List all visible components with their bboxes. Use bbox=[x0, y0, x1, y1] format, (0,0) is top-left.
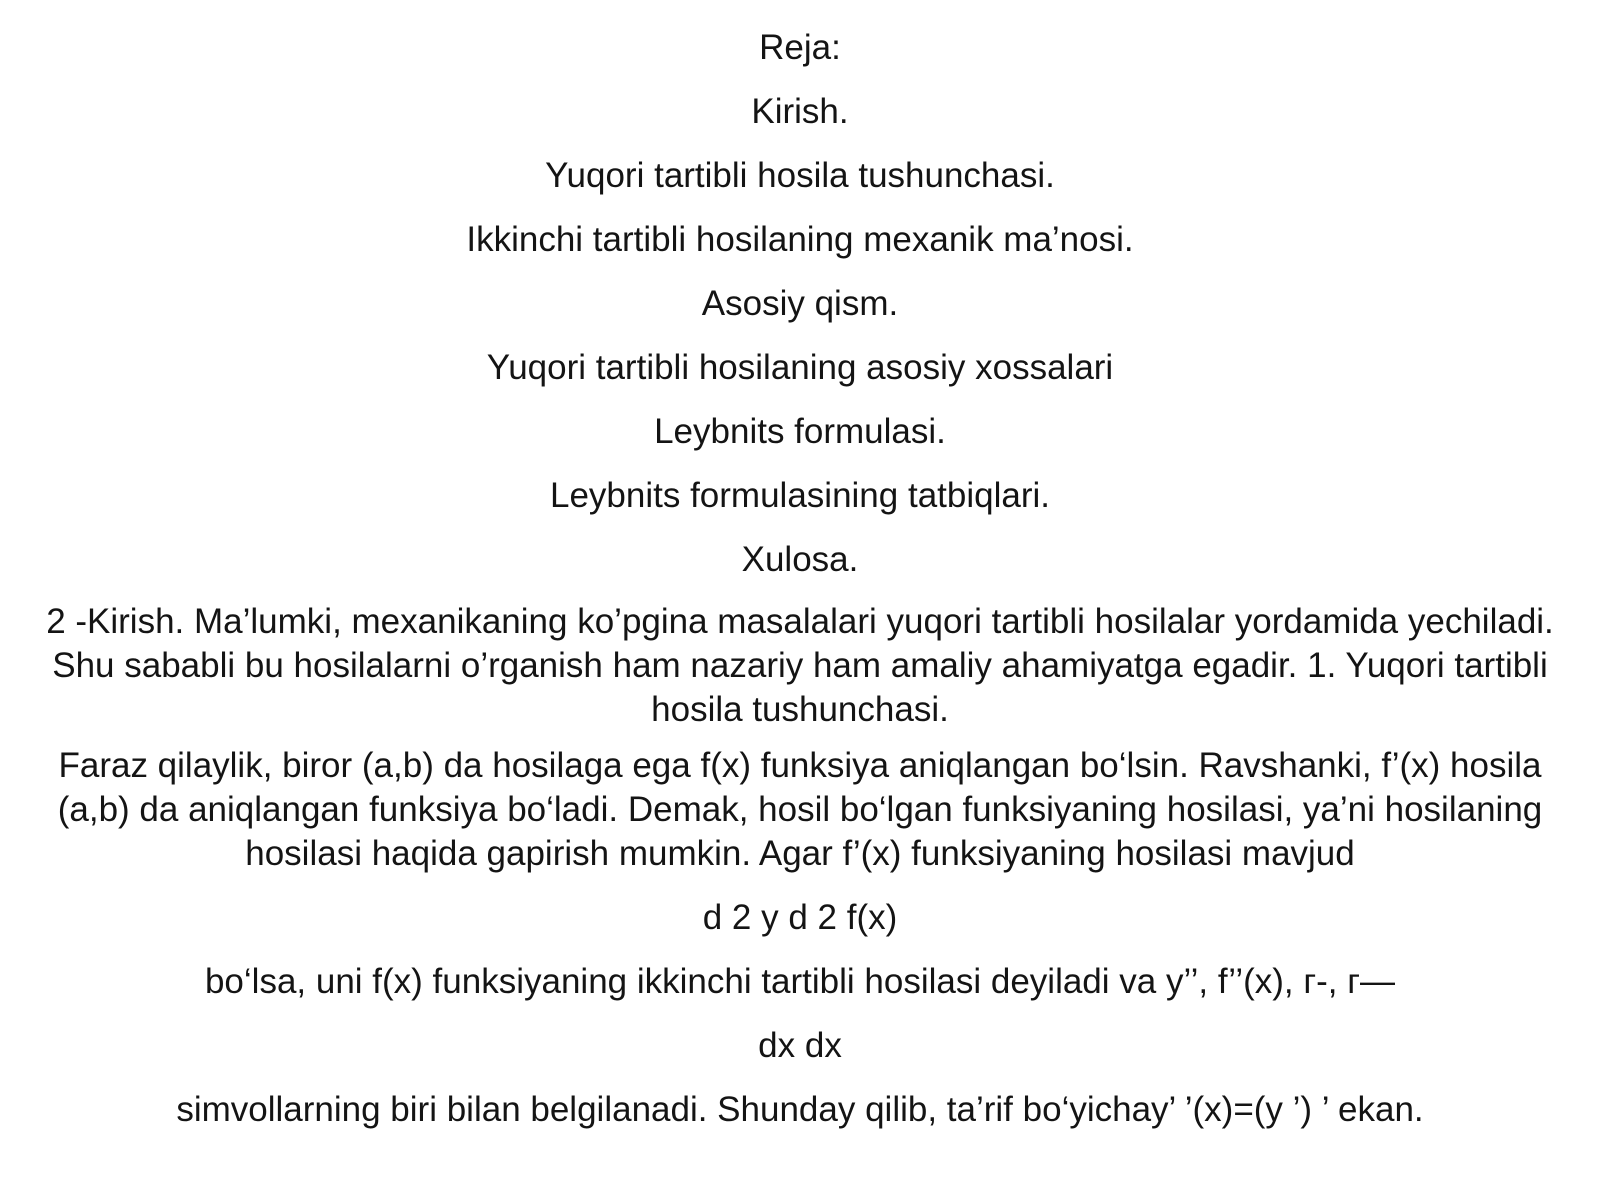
notation-line: bo‘lsa, uni f(x) funksiyaning ikkinchi tartibli hosilasi deyiladi va y’’, f’’(x), г-, г— bbox=[204, 962, 1396, 1001]
outline-section bbox=[40, 18, 1560, 594]
outline-item: Leybnits formulasining tatbiqlari. bbox=[550, 476, 1050, 515]
outline-item: Kirish. bbox=[751, 92, 849, 131]
intro-paragraph: 2 -Kirish. Ma’lumki, mexanikaning ko’pgina masalalari yuqori tartibli hosilalar yordamida yechiladi. Shu sababli bu hosilalarni o’rganish ham nazariy ham amaliy ahamiyatga egadir. 1. Yuqori tartibli hosila tushunchasi. bbox=[46, 602, 1554, 729]
outline-item: Yuqori tartibli hosilaning asosiy xossalari bbox=[486, 348, 1114, 387]
outline-item: Leybnits formulasi. bbox=[654, 412, 946, 451]
outline-item: Yuqori tartibli hosila tushunchasi. bbox=[545, 156, 1055, 195]
formula-denominators: dx dx bbox=[758, 1026, 842, 1065]
outline-item: Xulosa. bbox=[741, 540, 859, 579]
definition-paragraph: Faraz qilaylik, biror (a,b) da hosilaga ega f(x) funksiya aniqlangan bo‘lsin. Ravshanki, f’(x) hosila (a,b) da aniqlangan funksiya bo‘ladi. Demak, hosil bo‘lgan funksiyaning hosilasi, ya’ni hosilaning hosilasi haqida gapirish mumkin. Agar f’(x) funksiyaning hosilasi mavjud bbox=[57, 746, 1543, 873]
formula-numerators: d 2 y d 2 f(x) bbox=[702, 898, 898, 937]
outline-item: Ikkinchi tartibli hosilaning mexanik ma’nosi. bbox=[466, 220, 1134, 259]
outline-item: Asosiy qism. bbox=[701, 284, 899, 323]
outline-title: Reja: bbox=[759, 28, 841, 67]
symbols-line: simvollarning biri bilan belgilanadi. Shunday qilib, ta’rif bo‘yichay’ ’(x)=(y ’) ’ ekan. bbox=[176, 1090, 1424, 1129]
